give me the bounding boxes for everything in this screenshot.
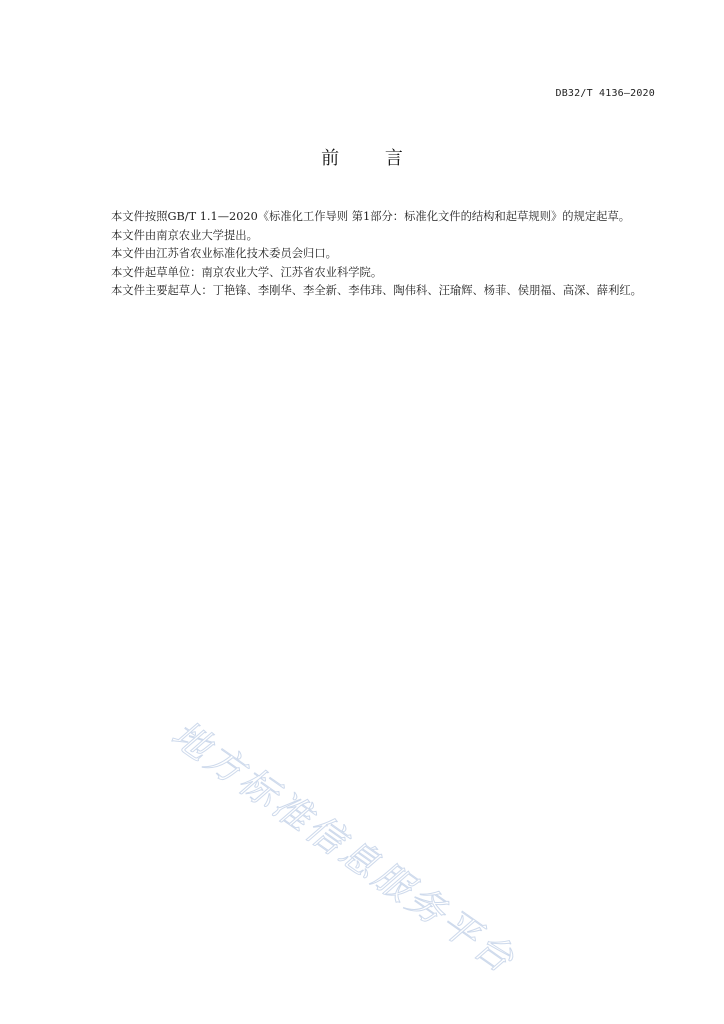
foreword-body	[88, 208, 658, 301]
page-title: 前 言	[321, 148, 423, 169]
paragraph-proposer: 本文件由南京农业大学提出。	[111, 228, 258, 242]
paragraph-drafting-rules: 本文件按照GB/T 1.1—2020《标准化工作导则 第1部分：标准化文件的结构和起草规则》的规定起草。	[111, 210, 631, 223]
watermark-text: 地方标准信息服务平台	[163, 712, 525, 983]
paragraph-centralized: 本文件由江苏省农业标准化技术委员会归口。	[111, 247, 337, 261]
paragraph-drafting-units: 本文件起草单位：南京农业大学、江苏省农业科学院。	[111, 265, 383, 279]
paragraph-drafters: 本文件主要起草人：丁艳锋、李刚华、李全新、李伟玮、陶伟科、汪瑜辉、杨菲、侯朋福、高深、薛利红。	[111, 284, 642, 298]
standard-code: DB32/T 4136—2020	[555, 88, 655, 99]
